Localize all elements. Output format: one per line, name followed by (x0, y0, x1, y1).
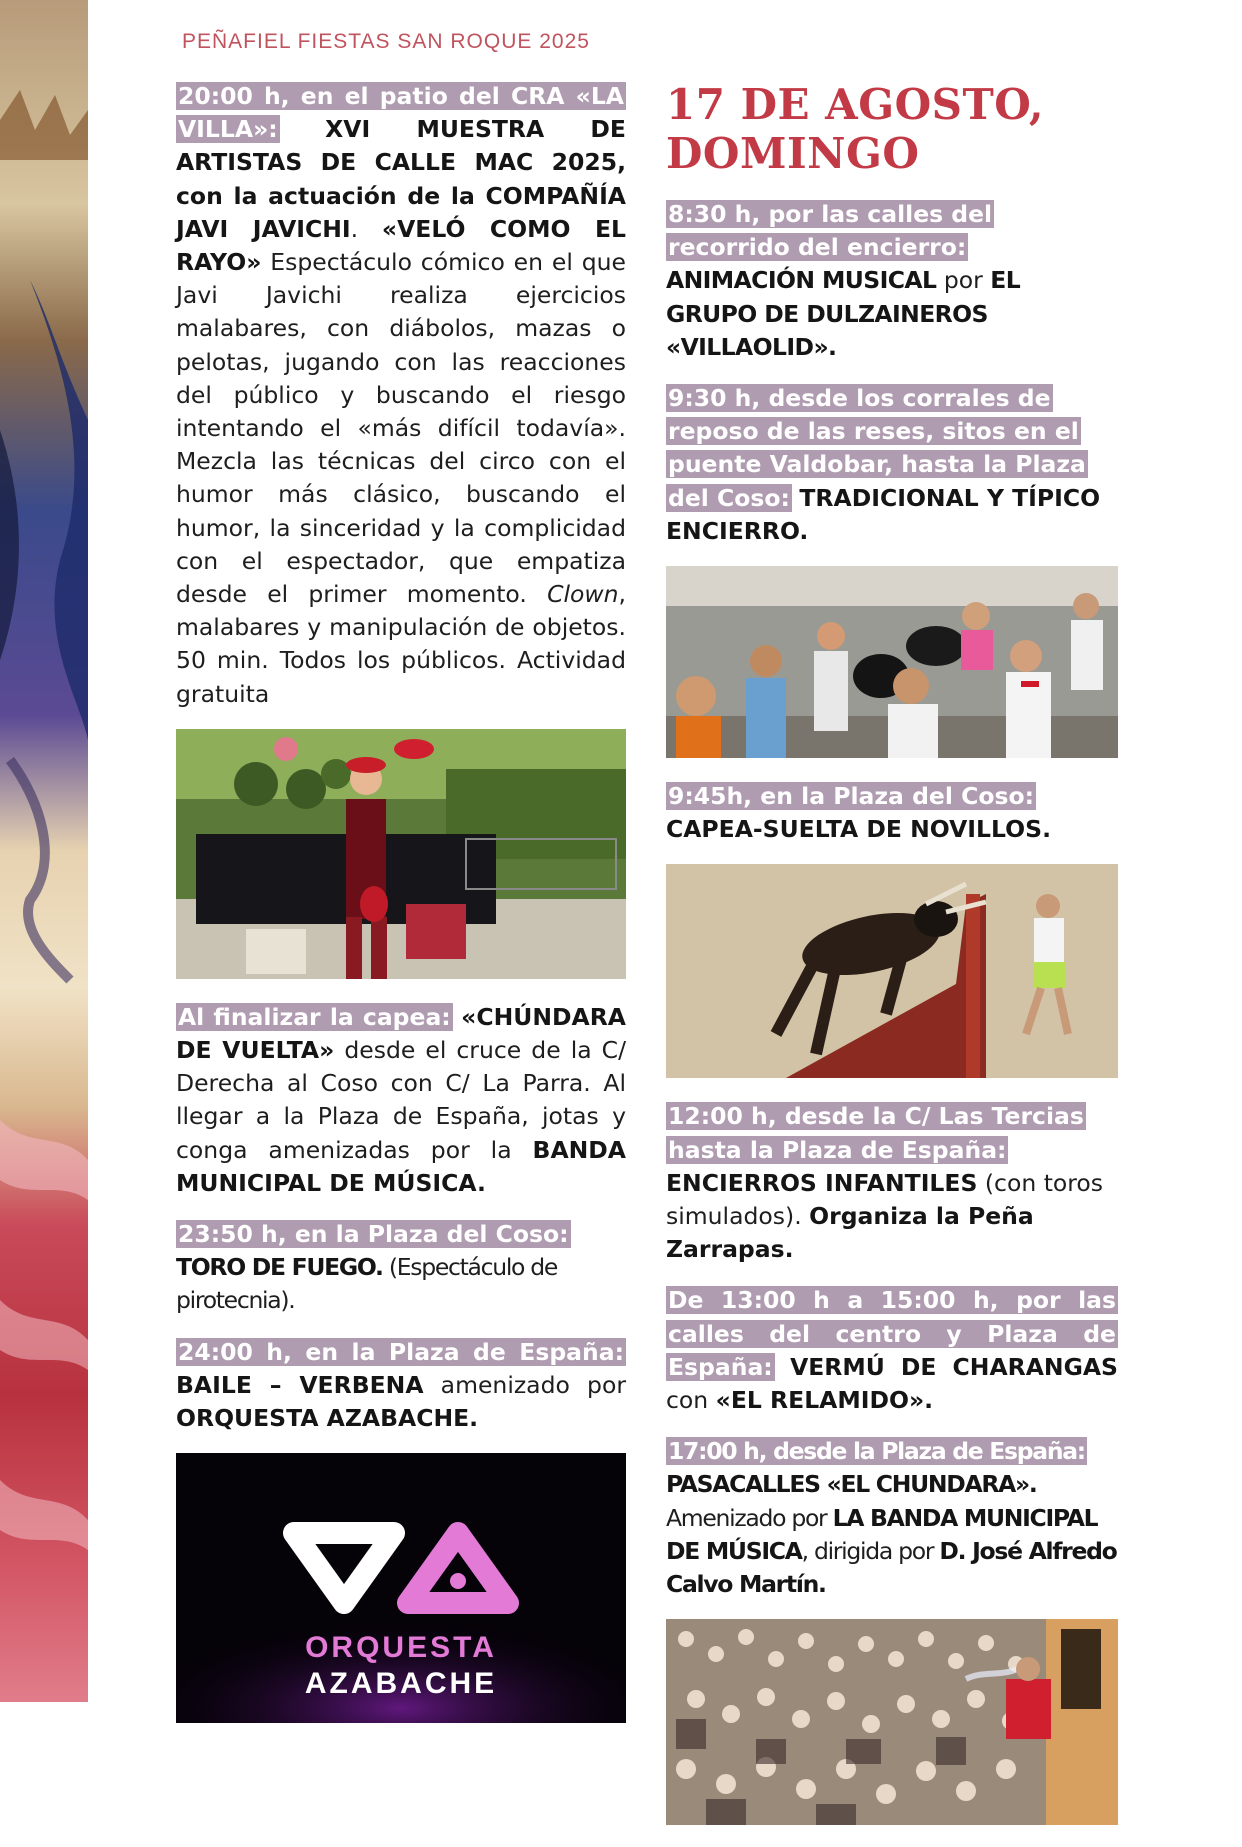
event-time-place: 20:00 h, en el patio del CRA «LA VILLA»: (178, 82, 624, 144)
orquesta-azabache-logo (176, 1453, 626, 1723)
crowd-photo (666, 1619, 1118, 1825)
event-time-place: 9:30 h, desde los corrales de reposo de las reses, sitos en el puente Valdobar, hasta la Plaza del Coso: (668, 384, 1086, 512)
event-description-end: , malabares y manipulación de objetos. 50 min. Todos los públicos. Actividad gratuita (176, 580, 626, 708)
event-capea (666, 780, 1118, 846)
event-description: desde el cruce de la C/ Derecha al Coso con C/ La Parra. Al llegar a la Plaza de España, jotas y conga amenizadas por la (176, 1036, 626, 1164)
event-animacion-musical (666, 198, 1118, 364)
event-director: D. José Alfredo Calvo Martín. (666, 1536, 1117, 1599)
juggler-photo (176, 729, 626, 979)
day-title-weekday: DOMINGO (666, 129, 920, 178)
event-encierro (666, 382, 1118, 548)
event-toro-de-fuego (176, 1218, 626, 1318)
event-time-place: 8:30 h, por las calles del recorrido del encierro: (668, 200, 993, 262)
event-time-place: 9:45h, en la Plaza del Coso: (668, 782, 1035, 811)
event-pasacalles (666, 1435, 1118, 1601)
event-organizer: Organiza la Peña Zarrapas. (666, 1202, 1034, 1264)
capea-photo (666, 864, 1118, 1078)
event-title: PASACALLES «EL CHUNDARA». (666, 1470, 1037, 1499)
event-title: VERMÚ DE CHARANGAS (790, 1352, 1118, 1381)
event-description: Amenizado por (666, 1503, 833, 1532)
page-header: PEÑAFIEL FIESTAS SAN ROQUE 2025 (182, 30, 590, 53)
event-vermu-charangas (666, 1284, 1118, 1417)
encierro-photo (666, 566, 1118, 758)
event-encierros-infantiles (666, 1100, 1118, 1266)
event-time-place: 17:00 h, desde la Plaza de España: (668, 1437, 1085, 1466)
event-chundara-de-vuelta (176, 1001, 626, 1200)
logo-text-line1: ORQUESTA (305, 1631, 497, 1665)
event-performer: ORQUESTA AZABACHE. (176, 1404, 479, 1433)
event-time-place: 12:00 h, desde la C/ Las Tercias hasta la Plaza de España: (668, 1102, 1084, 1164)
event-title: ENCIERROS INFANTILES (666, 1168, 978, 1197)
day-title-date: 17 DE AGOSTO, (666, 80, 1044, 129)
event-time-place: 23:50 h, en la Plaza del Coso: (178, 1220, 569, 1249)
event-performer: LA BANDA MUNICIPAL DE MÚSICA (666, 1503, 1098, 1565)
event-performer: EL GRUPO DE DULZAINEROS «VILLAOLID». (666, 266, 1021, 361)
event-time-place: De 13:00 h a 15:00 h, por las calles del centro y Plaza de España: (668, 1286, 1116, 1381)
event-title: BAILE – VERBENA (176, 1370, 424, 1399)
event-connector: con (666, 1386, 716, 1415)
event-title: CAPEA-SUELTA DE NOVILLOS. (666, 815, 1051, 844)
event-description: amenizado por (423, 1370, 626, 1399)
event-time-place: 24:00 h, en la Plaza de España: (178, 1337, 624, 1366)
logo-text-line2: AZABACHE (304, 1667, 498, 1701)
event-title: XVI MUESTRA DE ARTISTAS DE CALLE MAC 2025, con la actuación de la COMPAÑÍA JAVI JAVICHI (176, 115, 626, 243)
decorative-painting-strip (0, 0, 88, 1702)
event-time-place: Al finalizar la capea: (178, 1002, 451, 1031)
event-connector: por (936, 266, 991, 295)
event-description: (Espectáculo de pirotecnia). (176, 1253, 558, 1315)
event-performer: «EL RELAMIDO». (715, 1386, 934, 1415)
event-description: Espectáculo cómico en el que Javi Javichi realiza ejercicios malabares, con diábolos, mazas o pelotas, jugando con las reacciones del público y buscando el riesgo intentando el «más difícil todavía». Mezcla las técnicas del circo con el humor más clásico, buscando el humor, la sinceridad y la complicidad con el espectador, que empatiza desde el primer momento. (176, 248, 626, 609)
event-description-end: , dirigida por (801, 1536, 940, 1565)
event-title: TRADICIONAL Y TÍPICO ENCIERRO. (666, 483, 1101, 545)
event-description: (con toros simulados). (666, 1168, 1104, 1231)
event-description-italic: Clown (547, 580, 619, 609)
right-column (666, 80, 1118, 1847)
left-column (176, 80, 626, 1745)
event-baile-verbena (176, 1336, 626, 1436)
event-show-title: «VELÓ COMO EL RAYO» (176, 214, 627, 277)
day-title (666, 80, 1118, 178)
event-title-separator: . (350, 214, 359, 243)
event-title: «CHÚNDARA DE VUELTA» (176, 1002, 626, 1065)
event-muestra-artistas (176, 80, 626, 711)
event-title: TORO DE FUEGO. (176, 1253, 383, 1282)
event-performer: BANDA MUNICIPAL DE MÚSICA. (176, 1135, 626, 1197)
event-title: ANIMACIÓN MUSICAL (666, 266, 937, 295)
